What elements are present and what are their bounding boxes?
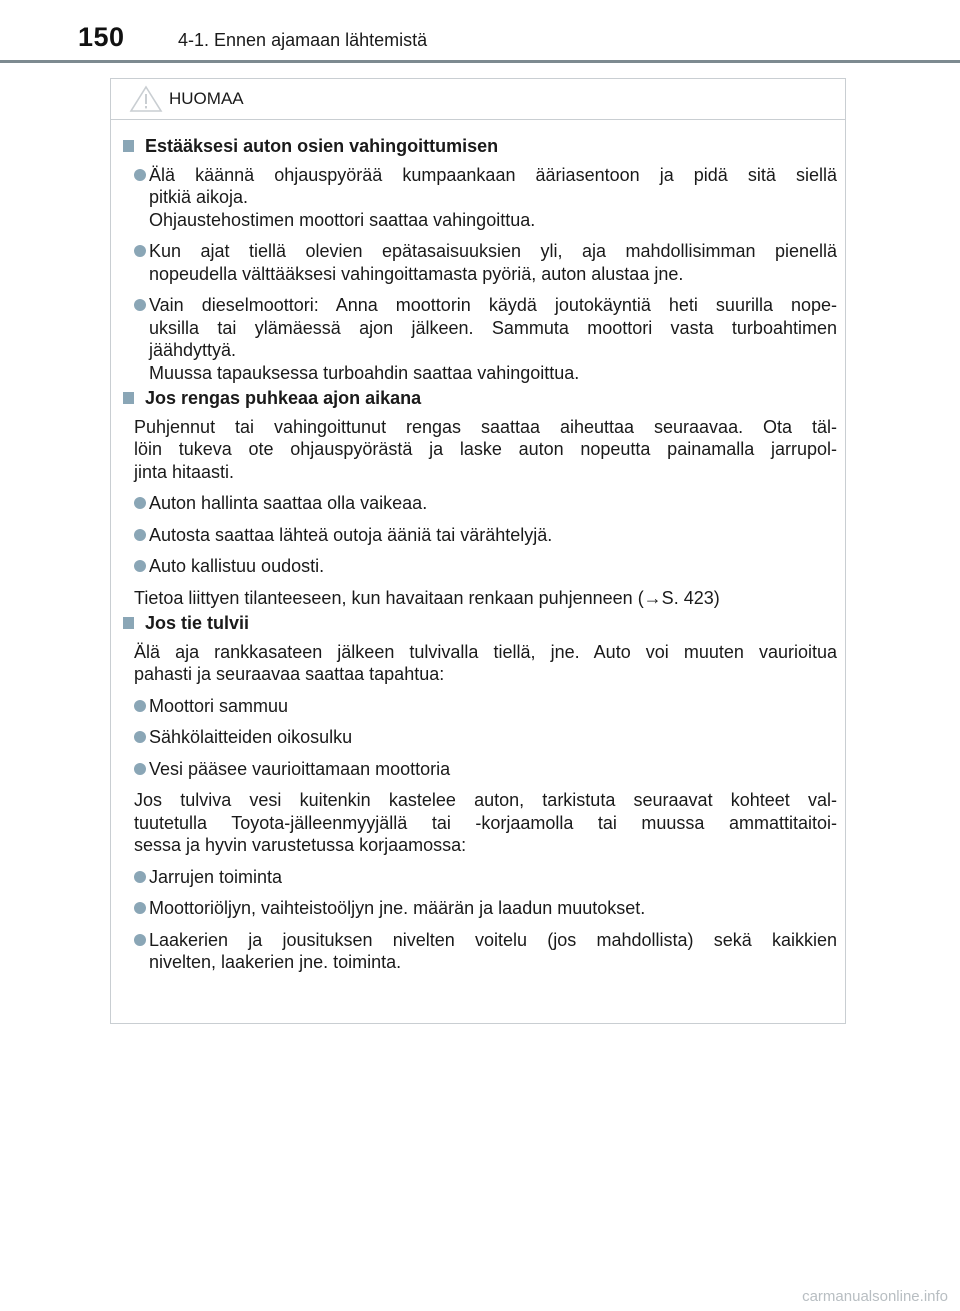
text-line: löin tukeva ote ohjauspyörästä ja laske auton nopeutta painamalla jarrupol- — [134, 439, 837, 459]
heading-text: Jos tie tulvii — [145, 613, 250, 633]
round-bullet-icon — [134, 731, 146, 743]
list-item — [119, 929, 837, 974]
round-bullet-icon — [134, 169, 146, 181]
round-bullet-icon — [134, 560, 146, 572]
list-item — [119, 524, 837, 547]
text-line: jinta hitaasti. — [134, 461, 235, 482]
list-item — [119, 492, 837, 515]
caution-box-header — [111, 79, 845, 120]
caution-box-title: HUOMAA — [169, 89, 244, 108]
heading-text: Jos rengas puhkeaa ajon aikana — [145, 388, 422, 408]
list-item — [119, 240, 837, 285]
paragraph — [119, 416, 837, 484]
round-bullet-icon — [134, 763, 146, 775]
square-bullet-icon — [123, 140, 134, 152]
round-bullet-icon — [134, 497, 146, 509]
heading-text: Estääksesi auton osien vahingoittumisen — [145, 136, 499, 156]
text-line: pitkiä aikoja. — [149, 187, 249, 207]
watermark: carmanualsonline.info — [802, 1288, 948, 1305]
round-bullet-icon — [134, 934, 146, 946]
list-item — [119, 866, 837, 889]
text-line: Auton hallinta saattaa olla vaikeaa. — [149, 493, 428, 513]
text-line: nopeudella välttääksesi vahingoittamasta pyöriä, auton alustaa jne. — [149, 263, 684, 284]
text-line: Vain dieselmoottori: Anna moottorin käydä joutokäyntiä heti suurilla nope- — [149, 295, 837, 315]
text-line: sessa ja hyvin varustetussa korjaamossa: — [134, 835, 467, 855]
square-bullet-icon — [123, 617, 134, 629]
text-line: Tietoa liittyen tilanteeseen, kun havaitaan renkaan puhjenneen (→S. 423) — [134, 587, 720, 608]
text-line: Laakerien ja jousituksen nivelten voitelu (jos mahdollista) sekä kaikkien — [149, 929, 837, 950]
section-heading — [119, 387, 837, 410]
header-divider — [0, 60, 960, 63]
list-item — [119, 695, 837, 718]
text-line: nivelten, laakerien jne. toiminta. — [149, 952, 402, 972]
text-line: uksilla tai ylämäessä ajon jälkeen. Sammuta moottori vasta turboahtimen — [149, 317, 837, 338]
square-bullet-icon — [123, 392, 134, 404]
caution-content — [111, 120, 845, 974]
list-item — [119, 164, 837, 232]
text-line: Kun ajat tiellä olevien epätasaisuuksien yli, aja mahdollisimman pienellä — [149, 241, 837, 261]
paragraph — [119, 789, 837, 857]
round-bullet-icon — [134, 871, 146, 883]
section-heading — [119, 612, 837, 635]
text-line: Moottoriöljyn, vaihteistoöljyn jne. määrän ja laadun muutokset. — [149, 898, 646, 918]
page-number: 150 — [78, 22, 125, 52]
text-line: Älä aja rankkasateen jälkeen tulvivalla tiellä, jne. Auto voi muuten vaurioitua — [134, 641, 837, 662]
section-heading — [119, 135, 837, 158]
text-line: Muussa tapauksessa turboahdin saattaa vahingoittua. — [149, 362, 580, 383]
cross-reference-note — [119, 587, 837, 610]
text-line: Sähkölaitteiden oikosulku — [149, 727, 353, 747]
page-header — [0, 0, 960, 60]
list-item — [119, 294, 837, 384]
text-line: Jarrujen toiminta — [149, 866, 283, 887]
round-bullet-icon — [134, 700, 146, 712]
list-item — [119, 726, 837, 749]
section-title: 4-1. Ennen ajamaan lähtemistä — [178, 30, 428, 50]
list-item — [119, 758, 837, 781]
text-line: tuutetulla Toyota-jälleenmyyjällä tai -korjaamolla tai muussa ammattitaitoi- — [134, 812, 837, 833]
text-line: Jos tulviva vesi kuitenkin kastelee auton, tarkistuta seuraavat kohteet val- — [134, 790, 837, 810]
list-item — [119, 555, 837, 578]
paragraph — [119, 641, 837, 686]
round-bullet-icon — [134, 299, 146, 311]
round-bullet-icon — [134, 902, 146, 914]
text-line: Älä käännä ohjauspyörää kumpaankaan ääriasentoon ja pidä sitä siellä — [149, 164, 837, 185]
text-line: Moottori sammuu — [149, 695, 289, 716]
list-item — [119, 897, 837, 920]
text-line: Vesi pääsee vaurioittamaan moottoria — [149, 758, 451, 779]
text-line: Ohjaustehostimen moottori saattaa vahingoittua. — [149, 209, 536, 230]
warning-triangle-icon — [129, 85, 163, 113]
text-line: Puhjennut tai vahingoittunut rengas saattaa aiheuttaa seuraavaa. Ota täl- — [134, 416, 837, 437]
round-bullet-icon — [134, 245, 146, 257]
text-line: jäähdyttyä. — [149, 340, 237, 360]
text-line: pahasti ja seuraavaa saattaa tapahtua: — [134, 664, 445, 684]
round-bullet-icon — [134, 529, 146, 541]
caution-box — [110, 78, 846, 1024]
text-line: Autosta saattaa lähteä outoja ääniä tai värähtelyjä. — [149, 524, 553, 545]
text-line: Auto kallistuu oudosti. — [149, 556, 325, 576]
